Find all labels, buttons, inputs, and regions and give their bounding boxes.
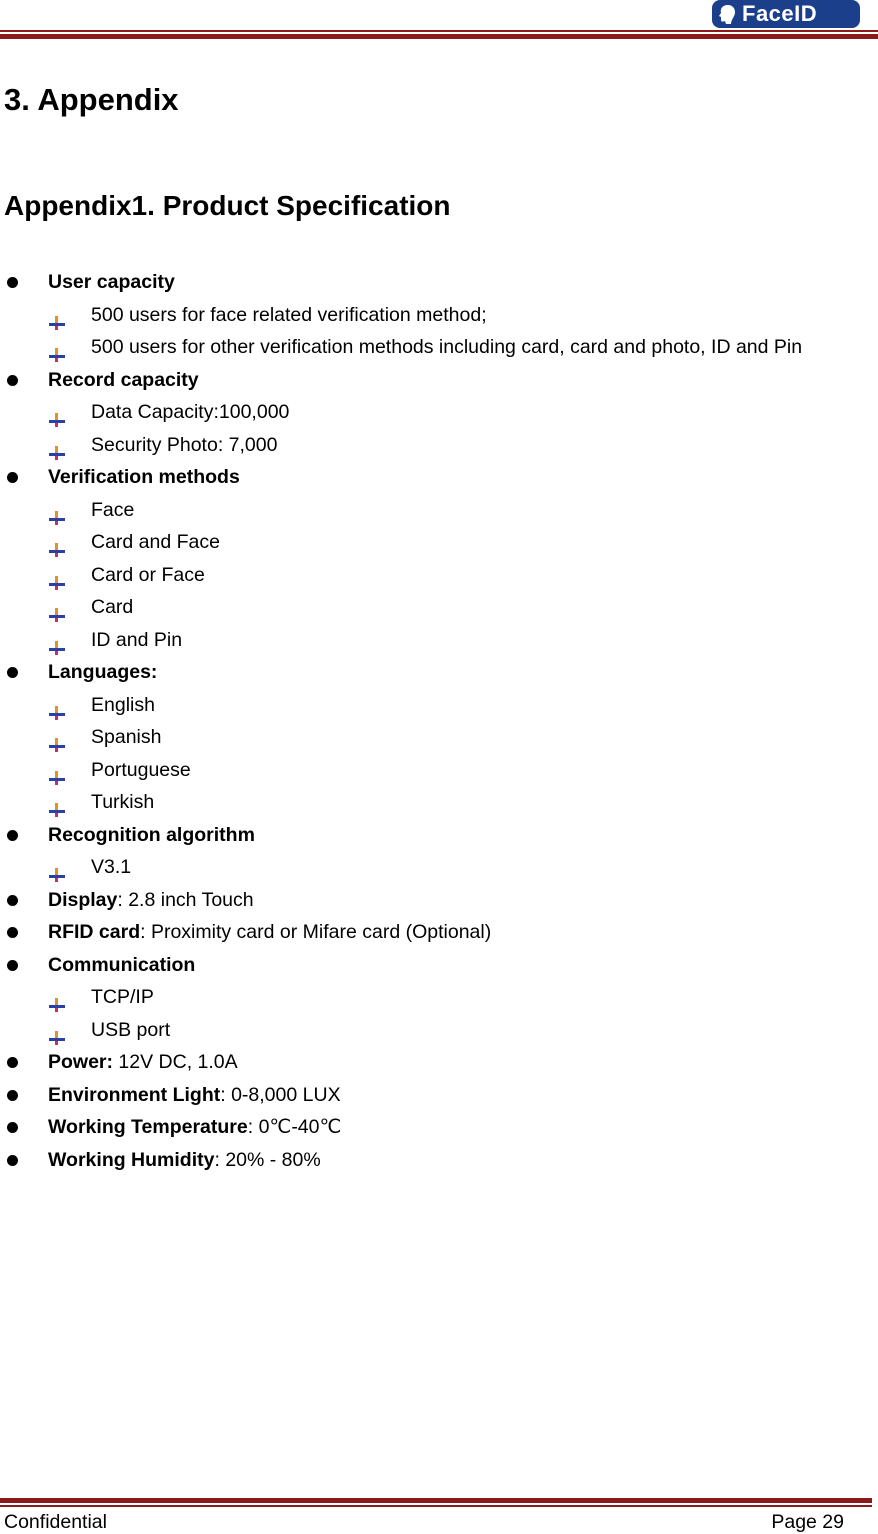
- faceid-logo: [712, 0, 860, 28]
- spec-heading: [0, 461, 878, 494]
- arrow-bullet-icon: [49, 600, 65, 614]
- spec-sub-item: [0, 851, 878, 884]
- spec-label: Display: [48, 888, 118, 911]
- spec-heading: [0, 1111, 878, 1144]
- footer-rule-thin: [0, 1505, 872, 1507]
- spec-item: [0, 916, 878, 949]
- arrow-bullet-icon: [49, 698, 65, 712]
- spec-sub-list: [0, 396, 878, 461]
- header-rule-thick: [0, 34, 878, 39]
- spec-sub-list: [0, 851, 878, 884]
- spec-item: [0, 1079, 878, 1112]
- spec-sub-text: English: [91, 693, 155, 716]
- arrow-bullet-icon: [49, 438, 65, 452]
- spec-sub-item: [0, 526, 878, 559]
- spec-label: Languages:: [48, 661, 158, 683]
- spec-heading: [0, 656, 878, 689]
- spec-item: [0, 656, 878, 819]
- spec-sub-list: [0, 494, 878, 657]
- spec-sub-text: ID and Pin: [91, 628, 183, 651]
- arrow-bullet-icon: [49, 763, 65, 777]
- footer-confidential: Confidential: [4, 1511, 107, 1533]
- spec-sub-item: [0, 981, 878, 1014]
- spec-sub-item: [0, 786, 878, 819]
- spec-sub-text: Card or Face: [91, 563, 205, 586]
- spec-value: : 20% - 80%: [214, 1148, 321, 1171]
- bullet-dot-icon: [7, 895, 18, 906]
- arrow-bullet-icon: [49, 633, 65, 647]
- spec-sub-item: [0, 429, 878, 462]
- spec-sub-item: [0, 689, 878, 722]
- arrow-bullet-icon: [49, 340, 65, 354]
- spec-label: Record capacity: [48, 368, 199, 391]
- spec-label: RFID card: [48, 921, 141, 943]
- bullet-dot-icon: [7, 927, 18, 938]
- spec-sub-item: [0, 1014, 878, 1047]
- spec-label: Working Temperature: [48, 1116, 248, 1138]
- spec-sub-text: 500 users for face related verification method;: [91, 303, 487, 326]
- arrow-bullet-icon: [49, 503, 65, 517]
- spec-item: [0, 461, 878, 656]
- spec-sub-list: [0, 689, 878, 819]
- spec-value: : 0℃-40℃: [247, 1116, 342, 1138]
- section-title: Appendix1. Product Specification: [4, 190, 451, 221]
- arrow-bullet-icon: [49, 405, 65, 419]
- spec-value: : 2.8 inch Touch: [117, 888, 254, 911]
- arrow-bullet-icon: [49, 568, 65, 582]
- spec-heading: [0, 819, 878, 852]
- spec-value: : 0-8,000 LUX: [220, 1083, 341, 1106]
- spec-sub-item: [0, 591, 878, 624]
- spec-item: [0, 266, 878, 364]
- spec-sub-item: [0, 721, 878, 754]
- spec-value: 12V DC, 1.0A: [113, 1051, 238, 1073]
- spec-sub-text: 500 users for other verification methods including card, card and photo, ID and Pin: [91, 336, 803, 358]
- spec-item: [0, 364, 878, 462]
- spec-item: [0, 819, 878, 884]
- spec-sub-item: [0, 754, 878, 787]
- spec-sub-item: [0, 299, 878, 332]
- spec-sub-text: Card and Face: [91, 531, 220, 553]
- bullet-dot-icon: [7, 472, 18, 483]
- spec-sub-text: V3.1: [91, 856, 132, 878]
- bullet-dot-icon: [7, 1057, 18, 1068]
- spec-heading: [0, 266, 878, 299]
- face-profile-icon: [712, 0, 742, 28]
- spec-sub-text: Card: [91, 596, 134, 618]
- arrow-bullet-icon: [49, 535, 65, 549]
- spec-label: Communication: [48, 953, 196, 976]
- spec-sub-list: [0, 981, 878, 1046]
- arrow-bullet-icon: [49, 795, 65, 809]
- spec-heading: [0, 364, 878, 397]
- spec-label: Power:: [48, 1051, 114, 1073]
- spec-sub-item: [0, 331, 878, 364]
- spec-sub-text: TCP/IP: [91, 986, 154, 1008]
- spec-item: [0, 884, 878, 917]
- arrow-bullet-icon: [49, 730, 65, 744]
- logo-text: FaceID: [742, 1, 818, 26]
- spec-value: : Proximity card or Mifare card (Optional): [140, 921, 492, 943]
- spec-item: [0, 949, 878, 1047]
- spec-item: [0, 1046, 878, 1079]
- spec-sub-item: [0, 559, 878, 592]
- bullet-dot-icon: [7, 375, 18, 386]
- spec-item: [0, 1111, 878, 1144]
- arrow-bullet-icon: [49, 1023, 65, 1037]
- spec-sub-text: Portuguese: [91, 758, 191, 781]
- bullet-dot-icon: [7, 960, 18, 971]
- spec-sub-text: USB port: [91, 1018, 171, 1041]
- spec-list: [0, 266, 878, 1176]
- spec-label: Recognition algorithm: [48, 823, 255, 846]
- spec-sub-text: Face: [91, 498, 135, 521]
- header-rule-thin: [0, 30, 878, 32]
- header-rule: [0, 30, 878, 40]
- spec-label: Environment Light: [48, 1083, 221, 1106]
- spec-sub-list: [0, 299, 878, 364]
- chapter-title: 3. Appendix: [4, 82, 179, 117]
- footer-rule-thick: [0, 1498, 872, 1503]
- arrow-bullet-icon: [49, 990, 65, 1004]
- spec-sub-item: [0, 624, 878, 657]
- bullet-dot-icon: [7, 277, 18, 288]
- spec-sub-item: [0, 494, 878, 527]
- bullet-dot-icon: [7, 1090, 18, 1101]
- bullet-dot-icon: [7, 667, 18, 678]
- spec-item: [0, 1144, 878, 1177]
- spec-sub-text: Data Capacity:100,000: [91, 401, 290, 423]
- bullet-dot-icon: [7, 1155, 18, 1166]
- footer-rule: [0, 1498, 878, 1508]
- spec-label: Verification methods: [48, 466, 240, 488]
- bullet-dot-icon: [7, 830, 18, 841]
- spec-heading: [0, 884, 878, 917]
- spec-heading: [0, 1046, 878, 1079]
- spec-heading: [0, 949, 878, 982]
- spec-sub-text: Turkish: [91, 791, 155, 813]
- spec-sub-item: [0, 396, 878, 429]
- spec-label: Working Humidity: [48, 1148, 215, 1171]
- spec-heading: [0, 1144, 878, 1177]
- spec-label: User capacity: [48, 271, 175, 293]
- bullet-dot-icon: [7, 1122, 18, 1133]
- arrow-bullet-icon: [49, 860, 65, 874]
- spec-heading: [0, 1079, 878, 1112]
- spec-sub-text: Spanish: [91, 726, 162, 748]
- spec-sub-text: Security Photo: 7,000: [91, 433, 278, 456]
- spec-heading: [0, 916, 878, 949]
- arrow-bullet-icon: [49, 308, 65, 322]
- footer-page-number: Page 29: [771, 1511, 844, 1533]
